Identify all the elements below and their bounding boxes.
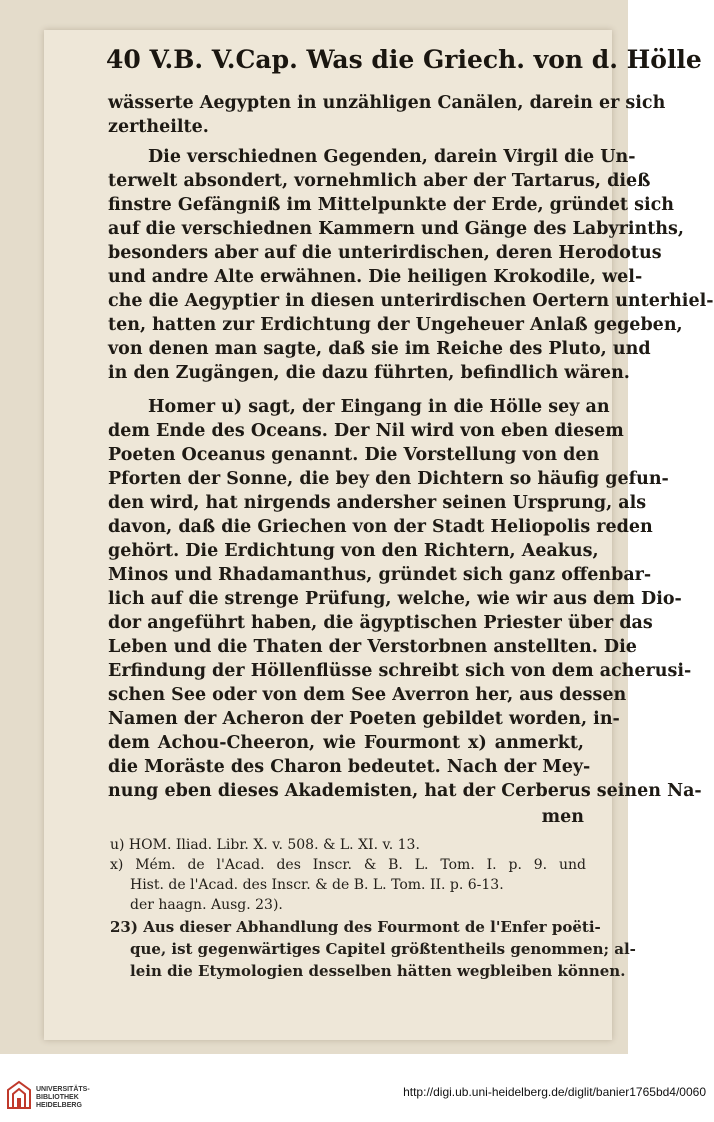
body-line: dor angeführt haben, die ägyptischen Priester über das [108, 613, 653, 633]
body-line: zertheilte. [108, 117, 209, 137]
logo-line: UNIVERSITÄTS- [36, 1086, 90, 1093]
body-line: gehört. Die Erdichtung von den Richtern, Aeakus, [108, 541, 599, 561]
footnote-u: u) HOM. Iliad. Libr. X. v. 508. & L. XI. v. 13. [110, 837, 420, 853]
body-line: nung eben dieses Akademisten, hat der Cerberus seinen Na- [108, 781, 702, 801]
logo-line: HEIDELBERG [36, 1102, 82, 1109]
permalink-url[interactable]: http://digi.ub.uni-heidelberg.de/diglit/banier1765bd4/0060 [403, 1085, 706, 1099]
body-line: Die verschiednen Gegenden, darein Virgil die Un- [148, 147, 636, 167]
body-line: wässerte Aegypten in unzähligen Canälen, darein er sich [108, 93, 666, 113]
body-line: Leben und die Thaten der Verstorbnen anstellten. Die [108, 637, 637, 657]
body-line: Homer u) sagt, der Eingang in die Hölle sey an [148, 397, 610, 417]
body-line: in den Zugängen, die dazu führten, befindlich wären. [108, 363, 630, 383]
body-line: von denen man sagte, daß sie im Reiche des Pluto, und [108, 339, 651, 359]
body-line: ten, hatten zur Erdichtung der Ungeheuer Anlaß gegeben, [108, 315, 683, 335]
footnote-x: x) Mém. de l'Acad. des Inscr. & B. L. Tom. I. p. 9. und [110, 857, 586, 873]
body-line: davon, daß die Griechen von der Stadt Heliopolis reden [108, 517, 653, 537]
footnote-23-cont: que, ist gegenwärtiges Capitel größtentheils genommen; al- [130, 940, 636, 958]
library-logo-text [36, 1086, 90, 1110]
body-line: Pforten der Sonne, die bey den Dichtern so häufig gefun- [108, 469, 669, 489]
body-line: und andre Alte erwähnen. Die heiligen Krokodile, wel- [108, 267, 643, 287]
body-line: finstre Gefängniß im Mittelpunkte der Erde, gründet sich [108, 195, 674, 215]
body-line: Namen der Acheron der Poeten gebildet worden, in- [108, 709, 620, 729]
footnote-x-cont: der haagn. Ausg. 23). [130, 897, 283, 913]
body-line: dem Achou-Cheeron, wie Fourmont x) anmerkt, [108, 733, 584, 753]
body-line: Poeten Oceanus genannt. Die Vorstellung von den [108, 445, 600, 465]
body-line: schen See oder von dem See Averron her, aus dessen [108, 685, 627, 705]
body-line: besonders aber auf die unterirdischen, deren Herodotus [108, 243, 662, 263]
catchword: men [541, 807, 584, 827]
body-line: dem Ende des Oceans. Der Nil wird von eben diesem [108, 421, 624, 441]
body-line: die Moräste des Charon bedeutet. Nach der Mey- [108, 757, 591, 777]
body-line: den wird, hat nirgends andersher seinen Ursprung, als [108, 493, 647, 513]
body-line: Erfindung der Höllenflüsse schreibt sich von dem acherusi- [108, 661, 692, 681]
footnote-23: 23) Aus dieser Abhandlung des Fourmont de l'Enfer poëti- [110, 918, 601, 936]
footnote-x-cont: Hist. de l'Acad. des Inscr. & de B. L. Tom. II. p. 6-13. [130, 877, 504, 893]
university-library-logo-icon [6, 1080, 32, 1110]
running-header: 40 V.B. V.Cap. Was die Griech. von d. Hölle [106, 45, 702, 74]
body-line: lich auf die strenge Prüfung, welche, wie wir aus dem Dio- [108, 589, 682, 609]
logo-line: BIBLIOTHEK [36, 1094, 79, 1101]
footnote-23-cont: lein die Etymologien desselben hätten wegbleiben können. [130, 962, 626, 980]
body-line: auf die verschiednen Kammern und Gänge des Labyrinths, [108, 219, 684, 239]
body-line: che die Aegyptier in diesen unterirdischen Oertern unterhiel- [108, 291, 714, 311]
body-line: Minos und Rhadamanthus, gründet sich ganz offenbar- [108, 565, 652, 585]
body-line: terwelt absondert, vornehmlich aber der Tartarus, dieß [108, 171, 651, 191]
